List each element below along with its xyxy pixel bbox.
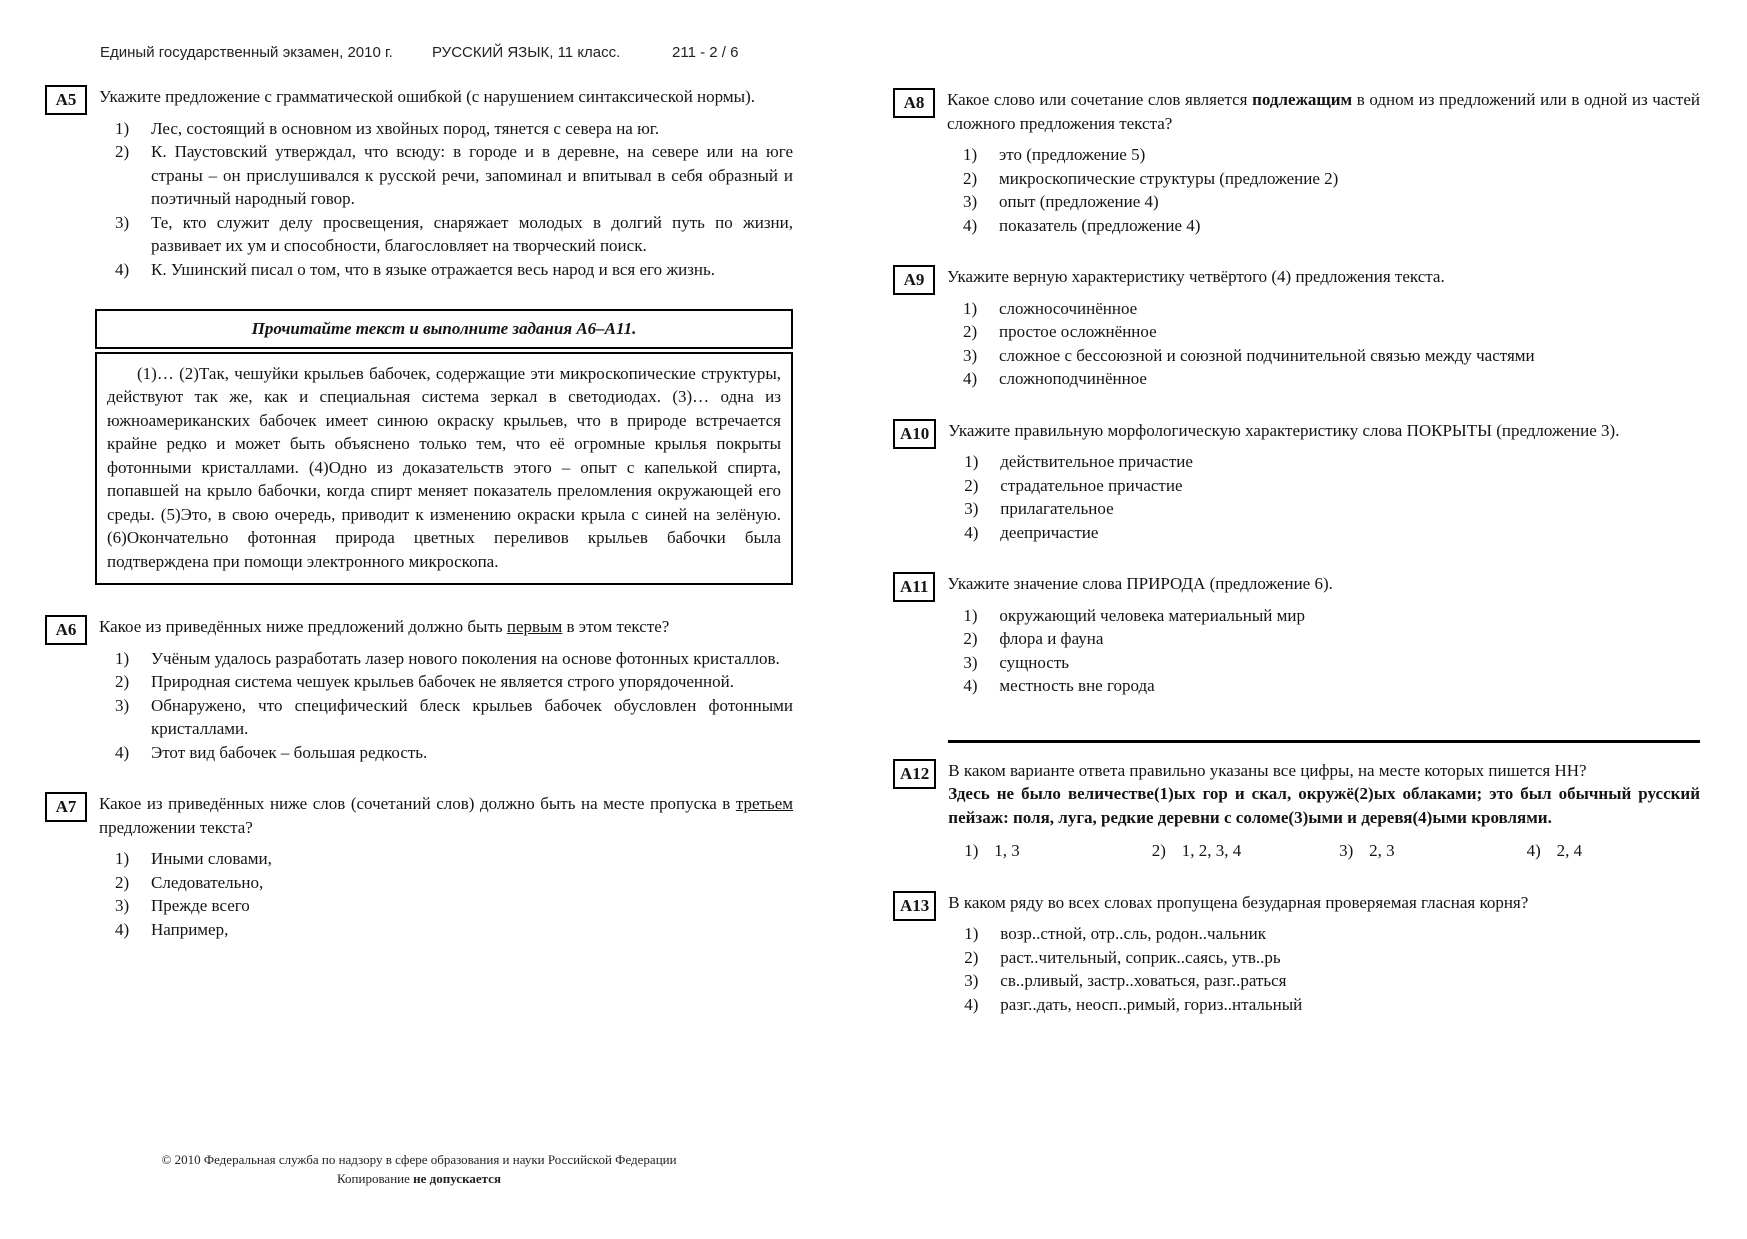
- option-text: сложноподчинённое: [999, 369, 1147, 388]
- option-number: 1): [115, 118, 130, 138]
- question-a11-label: А11: [893, 572, 935, 602]
- option-number: 3): [115, 896, 130, 915]
- option-number: 4): [115, 742, 130, 762]
- question-a8-text-after: в одном из предложений или в одной из частей сложного предложения текста?: [947, 90, 1701, 133]
- option-text: флора и фауна: [999, 629, 1104, 648]
- question-a13-text: В каком ряду во всех словах пропущена безударная проверяемая гласная корня?: [948, 892, 1529, 912]
- question-a6: [45, 615, 793, 764]
- option-number: 4): [963, 676, 978, 695]
- answer-option: [99, 871, 793, 895]
- answer-option: [950, 839, 1137, 863]
- option-number: 4): [964, 522, 979, 542]
- question-a10-body: [948, 419, 1700, 545]
- left-column: [45, 85, 793, 969]
- option-number: 2): [963, 322, 978, 341]
- answer-option: [99, 918, 793, 942]
- question-a11-body: [947, 572, 1700, 698]
- answer-option: [1325, 839, 1512, 863]
- answer-option: [947, 320, 1700, 344]
- question-a7-underlined-word: третьем: [735, 794, 793, 813]
- answer-option: [99, 117, 793, 141]
- answer-option: [948, 450, 1700, 474]
- answer-option: [99, 741, 793, 765]
- answer-option: [947, 143, 1700, 167]
- question-a10-label: А10: [893, 419, 936, 449]
- answer-option: [947, 190, 1700, 214]
- answer-option: [947, 627, 1700, 651]
- right-column: [893, 88, 1700, 1044]
- question-a7-label: А7: [45, 792, 87, 822]
- question-a7-options: [99, 847, 793, 941]
- reading-passage: (1)… (2)Так, чешуйки крыльев бабочек, содержащие эти микроскопические структуры, действуют так же, как и специальная система зеркал в светодиодах. (3)… одна из южноамериканских бабочек имеет синюю окраску крыльев, что в природе встречается крайне редко и может быть объяснено только тем, что её огромные крылья покрыты фотонными кристаллами. (4)Одно из доказательств этого – опыт с капелькой спирта, попавшей на крыло бабочки, когда спирт меняет показатель преломления окружающей его среды. (5)Это, в свою очередь, приводит к изменению окраски крыла с синей на зелёную. (6)Окончательно фотонная природа цветных переливов крыльев бабочки была подтверждена при помощи электронного микроскопа.: [95, 352, 793, 586]
- question-a7: [45, 792, 793, 941]
- question-a13-options: [948, 922, 1700, 1016]
- option-text: разг..дать, неосп..римый, гориз..нтальный: [1000, 994, 1303, 1014]
- option-text: Учёным удалось разработать лазер нового поколения на основе фотонных кристаллов.: [151, 648, 780, 668]
- question-a12: [893, 759, 1700, 863]
- answer-option: [948, 521, 1700, 545]
- header-page-number: 211 - 2 / 6: [672, 44, 739, 61]
- option-text: прилагательное: [1000, 499, 1114, 518]
- question-a7-text: [99, 792, 793, 839]
- answer-option: [947, 297, 1700, 321]
- option-number: 3): [963, 192, 978, 211]
- option-text: К. Ушинский писал о том, что в языке отражается весь народ и вся его жизнь.: [151, 259, 715, 279]
- answer-option: [99, 694, 793, 741]
- option-number: 1): [115, 648, 130, 668]
- option-number: 3): [115, 695, 130, 715]
- option-text: сущность: [999, 652, 1070, 672]
- question-a13: [893, 891, 1700, 1017]
- option-number: 4): [963, 215, 978, 235]
- option-text: Обнаружено, что специфический блеск крыльев бабочек обусловлен фотонными кристаллами.: [151, 695, 793, 738]
- answer-option: [948, 474, 1700, 498]
- question-a6-text-before: Какое из приведённых ниже предложений должно быть: [99, 617, 507, 636]
- option-number: 2): [964, 475, 979, 495]
- option-text: 2, 4: [1556, 841, 1583, 860]
- option-text: раст..чительный, соприк..саясь, утв..рь: [1000, 947, 1281, 967]
- option-number: 1): [963, 145, 978, 164]
- page-footer: [45, 1150, 793, 1188]
- footer-copyright: © 2010 Федеральная служба по надзору в сфере образования и науки Российской Федерации: [161, 1152, 677, 1167]
- option-number: 2): [964, 947, 979, 967]
- question-a5-text: Укажите предложение с грамматической ошибкой (с нарушением синтаксической нормы).: [99, 87, 755, 106]
- question-a7-text-before: Какое из приведённых ниже слов (сочетаний слов) должно быть на месте пропуска в: [99, 794, 736, 813]
- answer-option: [99, 211, 793, 258]
- answer-option: [947, 344, 1700, 368]
- answer-option: [99, 647, 793, 671]
- question-a6-options: [99, 647, 793, 765]
- option-number: 2): [1151, 841, 1166, 860]
- header-subject: РУССКИЙ ЯЗЫК, 11 класс.: [432, 44, 621, 61]
- footer-copy-notice: [45, 1169, 793, 1188]
- option-number: 4): [115, 259, 130, 279]
- option-number: 3): [964, 971, 979, 990]
- option-text: возр..стной, отр..сль, родон..чальник: [1000, 924, 1266, 943]
- option-number: 1): [964, 841, 979, 860]
- option-number: 3): [963, 652, 978, 672]
- option-text: показатель (предложение 4): [999, 215, 1201, 235]
- answer-option: [948, 993, 1700, 1017]
- question-a5: [45, 85, 793, 281]
- answer-option: [947, 651, 1700, 675]
- question-a12-options: [948, 839, 1700, 863]
- option-text: опыт (предложение 4): [999, 192, 1159, 211]
- option-number: 2): [115, 142, 130, 161]
- option-text: простое осложнённое: [999, 322, 1157, 341]
- option-number: 1): [964, 452, 979, 471]
- question-a12-body: [948, 759, 1700, 863]
- option-number: 3): [1339, 841, 1354, 860]
- option-number: 3): [964, 499, 979, 518]
- option-number: 1): [963, 605, 978, 625]
- answer-option: [99, 894, 793, 918]
- option-text: Прежде всего: [151, 896, 250, 915]
- question-a12-label: А12: [893, 759, 936, 789]
- answer-option: [947, 604, 1700, 628]
- question-a13-label: А13: [893, 891, 936, 921]
- option-number: 4): [115, 919, 130, 939]
- option-text: сложное с бессоюзной и союзной подчинительной связью между частями: [999, 345, 1535, 365]
- option-number: 1): [115, 849, 130, 868]
- question-a9-body: [947, 265, 1700, 391]
- option-text: Лес, состоящий в основном из хвойных пород, тянется с севера на юг.: [151, 118, 660, 138]
- question-a7-text-after: предложении текста?: [99, 817, 253, 837]
- reading-instruction: Прочитайте текст и выполните задания А6–А11.: [95, 309, 793, 349]
- answer-option: [947, 674, 1700, 698]
- option-text: Природная система чешуек крыльев бабочек не является строго упорядоченной.: [151, 672, 734, 691]
- question-a9-label: А9: [893, 265, 935, 295]
- option-number: 1): [964, 924, 979, 943]
- question-a10-options: [948, 450, 1700, 544]
- answer-option: [99, 258, 793, 282]
- answer-option: [99, 847, 793, 871]
- question-a7-body: [99, 792, 793, 941]
- option-number: 2): [963, 629, 978, 648]
- option-text: микроскопические структуры (предложение 2): [999, 168, 1339, 188]
- option-number: 3): [963, 345, 978, 365]
- option-text: окружающий человека материальный мир: [999, 605, 1306, 625]
- question-a9-options: [947, 297, 1700, 391]
- answer-option: [948, 969, 1700, 993]
- answer-option: [1138, 839, 1325, 863]
- answer-option: [99, 140, 793, 211]
- option-text: св..рливый, застр..ховаться, разг..раться: [1000, 971, 1287, 990]
- question-a5-body: [99, 85, 793, 281]
- question-a6-text-after: в этом тексте?: [562, 617, 670, 636]
- option-text: К. Паустовский утверждал, что всюду: в городе и в деревне, на севере или на юге страны – он прислушивался к русской речи, запоминал и впитывал в себя образный и поэтичный народный говор.: [151, 142, 793, 208]
- answer-option: [947, 214, 1700, 238]
- question-a11: [893, 572, 1700, 698]
- answer-option: [947, 367, 1700, 391]
- question-a8-options: [947, 143, 1700, 237]
- question-a10-text: Укажите правильную морфологическую характеристику слова ПОКРЫТЫ (предложение 3).: [948, 420, 1620, 440]
- option-text: деепричастие: [1000, 522, 1099, 542]
- question-a11-text: Укажите значение слова ПРИРОДА (предложение 6).: [947, 574, 1333, 593]
- option-number: 4): [964, 994, 979, 1014]
- question-a8-bold-word: подлежащим: [1252, 90, 1353, 109]
- question-a6-label: А6: [45, 615, 87, 645]
- answer-option: [99, 670, 793, 694]
- question-a11-options: [947, 604, 1700, 698]
- question-a6-body: [99, 615, 793, 764]
- answer-option: [1513, 839, 1700, 863]
- question-a8: [893, 88, 1700, 237]
- option-text: Следовательно,: [151, 872, 264, 892]
- option-text: Этот вид бабочек – большая редкость.: [151, 742, 428, 762]
- footer-copy-notice-regular: Копирование: [337, 1171, 414, 1186]
- option-text: сложносочинённое: [999, 298, 1138, 318]
- option-text: 2, 3: [1369, 841, 1395, 860]
- question-a10: [893, 419, 1700, 545]
- option-number: 4): [963, 369, 978, 388]
- header-exam-title: Единый государственный экзамен, 2010 г.: [100, 44, 393, 61]
- question-a5-options: [99, 117, 793, 282]
- option-number: 1): [963, 298, 978, 318]
- question-a8-text: [947, 88, 1700, 135]
- option-text: Например,: [151, 919, 229, 939]
- question-a8-body: [947, 88, 1700, 237]
- option-number: 2): [115, 672, 130, 691]
- answer-option: [948, 946, 1700, 970]
- question-a9: [893, 265, 1700, 391]
- question-a5-label: А5: [45, 85, 87, 115]
- option-number: 2): [963, 168, 978, 188]
- answer-option: [947, 167, 1700, 191]
- option-number: 2): [115, 872, 130, 892]
- question-a8-text-before: Какое слово или сочетание слов является: [947, 90, 1253, 109]
- answer-option: [948, 497, 1700, 521]
- question-a12-bold-sentence: Здесь не было величестве(1)ых гор и скал, окружё(2)ых облаками; это был обычный русский пейзаж: поля, луга, редкие деревни с соломе(3)ыми и деревя(4)ыми кровлями.: [948, 784, 1700, 827]
- option-text: местность вне города: [999, 676, 1155, 695]
- section-separator-line: [948, 740, 1700, 743]
- footer-copy-notice-bold: не допускается: [413, 1171, 501, 1186]
- question-a9-text: Укажите верную характеристику четвёртого (4) предложения текста.: [947, 267, 1445, 286]
- option-text: Иными словами,: [151, 849, 272, 868]
- option-text: Те, кто служит делу просвещения, снаряжает молодых в долгий путь по жизни, развивает их ум и способности, благословляет на творческий поиск.: [151, 212, 793, 255]
- question-a6-text: [99, 615, 793, 639]
- option-number: 3): [115, 212, 130, 232]
- reading-text-box: [95, 309, 793, 585]
- option-text: действительное причастие: [1000, 452, 1193, 471]
- option-text: 1, 3: [994, 841, 1020, 860]
- option-text: страдательное причастие: [1000, 475, 1183, 495]
- option-text: это (предложение 5): [999, 145, 1146, 164]
- option-text: 1, 2, 3, 4: [1181, 841, 1242, 860]
- question-a12-text: В каком варианте ответа правильно указаны все цифры, на месте которых пишется НН?: [948, 760, 1587, 780]
- answer-option: [948, 922, 1700, 946]
- option-number: 4): [1526, 841, 1541, 860]
- question-a8-label: А8: [893, 88, 935, 118]
- question-a13-body: [948, 891, 1700, 1017]
- question-a6-underlined-word: первым: [506, 617, 563, 636]
